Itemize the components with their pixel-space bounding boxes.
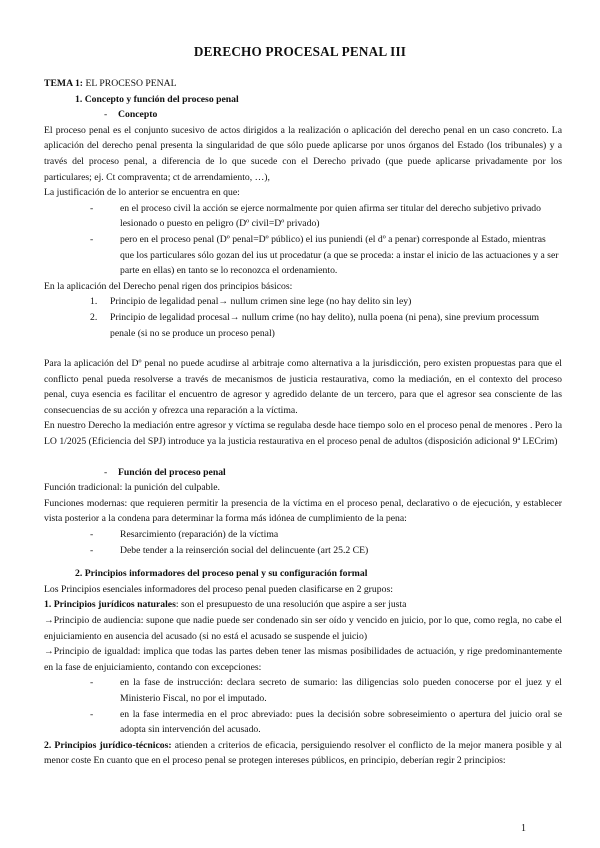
list-item: - Debe tender a la reinserción social del delincuente (art 25.2 CE) bbox=[90, 544, 369, 556]
tema-heading bbox=[44, 76, 562, 92]
list-item: 2. Principio de legalidad procesal→ nullum crime (no hay delito), nulla poena (ni pena), sine previum processum penale (si no se produce un proceso penal) bbox=[90, 311, 540, 339]
funcion-heading: - Función del proceso penal bbox=[104, 466, 226, 478]
funciones-modernas: Funciones modernas: que requieren permitir la presencia de la víctima en el proceso penal, declarativo o de ejecución, y establecer vista posterior a la condena para determinar la forma más idónea de cumplimiento de la pena: bbox=[44, 497, 562, 525]
principios-basicos-paragraph: En la aplicación del Derecho penal rigen dos principios básicos: bbox=[44, 280, 293, 292]
concepto-heading: - Concepto bbox=[104, 109, 158, 121]
section2-heading: 2. Principios informadores del proceso penal y su configuración formal bbox=[75, 568, 368, 580]
principios-juridico-tecnicos: 2. Principios jurídico-técnicos: atienden a criterios de eficacia, persiguiendo resolver el conflicto de la mejor manera posible y al menor coste En cuanto que en el proceso penal se protegen intereses públicos, en principio, deberían regir 2 principios: bbox=[44, 739, 562, 767]
section1-heading: 1. Concepto y función del proceso penal bbox=[75, 93, 239, 105]
list-item: - pero en el proceso penal (Dº penal=Dº público) el ius puniendi (el dº a penar) corresponde al Estado, mientras que los particulares sólo gozan del ius ut procedatur (a que se proceda: a instar el inicio de las actuaciones y a ser parte en ellas) en tanto se lo reconozca el ordenamiento. bbox=[90, 233, 559, 277]
section2-intro: Los Principios esenciales informadores del proceso penal pueden clasificarse en 2 grupos: bbox=[44, 583, 393, 595]
funcion-tradicional: Función tradicional: la punición del culpable. bbox=[44, 482, 220, 494]
principio-audiencia: →Principio de audiencia: supone que nadie puede ser condenado sin ser oído y vencido en juicio, por lo que, como regla, no cabe el enjuiciamiento en ausencia del acusado (si no está el acusado se suspende el juicio) bbox=[44, 615, 562, 642]
concepto-paragraph: El proceso penal es el conjunto sucesivo de actos dirigidos a la realización o aplicación del derecho penal en un caso concreto. La aplicación del derecho penal presenta la singularidad de que sólo puede aplicarse por unos órganos del Estado (los tribunales) y a través del proceso penal, a diferencia de lo que sucede con el Derecho privado (que puede aplicarse privadamente por los particulares; ej. Ct compraventa; ct de arrendamiento, …), bbox=[44, 124, 562, 183]
list-item: - Resarcimiento (reparación) de la víctima bbox=[90, 529, 279, 541]
list-item: - en la fase intermedia en el proc abreviado: pues la decisión sobre sobreseimiento o apertura del juicio oral se adopta sin intervención del acusado. bbox=[90, 708, 562, 736]
list-item: - en el proceso civil la acción se ejerce normalmente por quien afirma ser titular del derecho subjetivo privado lesionado o puesto en peligro (Dº civil=Dº privado) bbox=[90, 202, 541, 230]
list-item: - en la fase de instrucción: declara secreto de sumario: las diligencias solo pueden conocerse por el juez y el Ministerio Fiscal, no por el imputado. bbox=[90, 677, 562, 704]
principio-igualdad: →Principio de igualdad: implica que todas las partes deben tener las mismas posibilidades de actuación, y rige predominantemente en la fase de enjuiciamiento, contando con excepciones: bbox=[44, 646, 562, 673]
page-number: 1 bbox=[521, 823, 526, 834]
tema-title: EL PROCESO PENAL bbox=[83, 78, 177, 89]
principios-juridicos-naturales: 1. Principios jurídicos naturales: son el presupuesto de una resolución que aspire a ser justa bbox=[44, 599, 407, 611]
tema-label: TEMA 1: bbox=[44, 78, 84, 89]
arbitraje-paragraph: Para la aplicación del Dº penal no puede acudirse al arbitraje como alternativa a la jurisdicción, pero existen propuestas para que el conflicto penal pueda resolverse a través de mecanismos de justicia restaurativa, como la mediación, en el contexto del proceso penal, cuya esencia es facilitar el encuentro de agresor y agredido delante de un tercero, para que el agresor sea consciente de las consecuencias de su acción y ofrezca una reparación a la víctima. bbox=[44, 358, 562, 416]
justificacion-paragraph: La justificación de lo anterior se encuentra en que: bbox=[44, 187, 240, 199]
document-title: DERECHO PROCESAL PENAL III bbox=[193, 44, 407, 59]
list-item: 1. Principio de legalidad penal→ nullum crimen sine lege (no hay delito sin ley) bbox=[90, 296, 412, 308]
mediacion-paragraph: En nuestro Derecho la mediación entre agresor y víctima se regulaba desde hace tiempo solo en el proceso penal de menores . Pero la LO 1/2025 (Eficiencia del SPJ) introduce ya la justicia restaurativa en el proceso penal de adultos (disposición adicional 9ª LECrim) bbox=[44, 420, 562, 448]
document-body bbox=[44, 76, 562, 769]
